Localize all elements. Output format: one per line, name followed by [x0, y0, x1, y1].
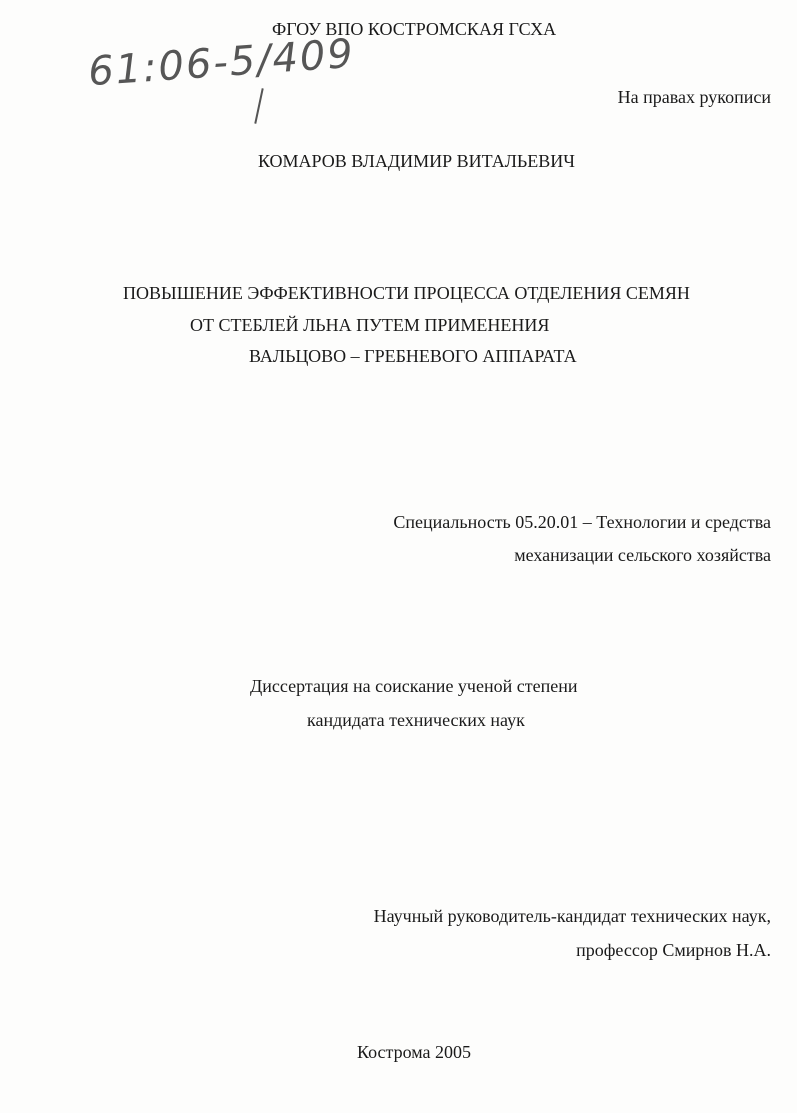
handwritten-stroke [254, 88, 263, 124]
title-line-2: ОТ СТЕБЛЕЙ ЛЬНА ПУТЕМ ПРИМЕНЕНИЯ [190, 315, 550, 335]
title-line-1: ПОВЫШЕНИЕ ЭФФЕКТИВНОСТИ ПРОЦЕССА ОТДЕЛЕНИЯ СЕМЯН [123, 283, 690, 303]
specialty-line-1: Специальность 05.20.01 – Технологии и средства [393, 512, 771, 532]
degree-line-2: кандидата технических наук [307, 710, 525, 730]
author-name: КОМАРОВ ВЛАДИМИР ВИТАЛЬЕВИЧ [258, 151, 575, 171]
supervisor-line-2: профессор Смирнов Н.А. [576, 940, 771, 960]
place-and-year: Кострома 2005 [357, 1042, 472, 1062]
specialty-line-2: механизации сельского хозяйства [514, 545, 771, 565]
handwritten-number-text: 61:06-5/409 [86, 30, 357, 96]
handwritten-archive-number [88, 30, 378, 110]
degree-line-1: Диссертация на соискание ученой степени [250, 676, 578, 696]
title-line-3: ВАЛЬЦОВО – ГРЕБНЕВОГО АППАРАТА [249, 346, 577, 366]
supervisor-line-1: Научный руководитель-кандидат технических наук, [373, 906, 771, 926]
rights-note: На правах рукописи [617, 87, 771, 107]
institution-header: ФГОУ ВПО КОСТРОМСКАЯ ГСХА [272, 19, 557, 39]
